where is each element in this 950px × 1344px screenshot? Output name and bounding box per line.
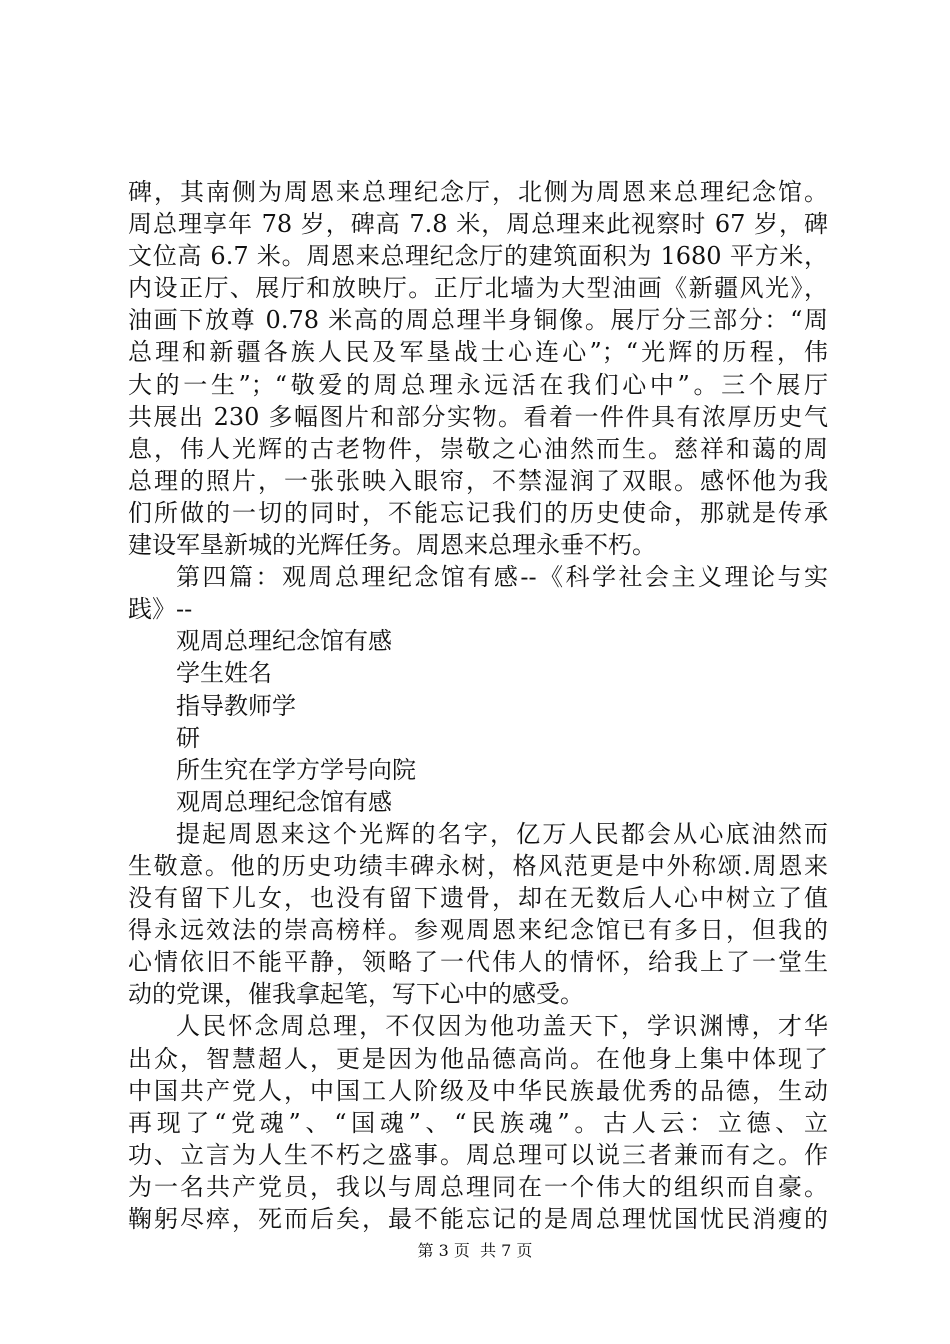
text-line: 得永远效法的崇高榜样。参观周恩来纪念馆已有多日，但我的 [128,916,828,945]
section-heading-continued: 践》-- [128,595,193,624]
student-name-label: 学生姓名 [176,659,272,688]
text-line: 们所做的一切的同时，不能忘记我们的历史使命，那就是传承 [128,498,828,527]
text-line: 总理的照片，一张张映入眼帘，不禁湿润了双眼。感怀他为我 [128,466,828,495]
essay-title-repeat: 观周总理纪念馆有感 [176,787,392,816]
text-line: 周总理享年 78 岁，碑高 7.8 米，周总理来此视察时 67 岁，碑 [128,210,828,239]
text-line: 为一名共产党员，我以与周总理同在一个伟大的组织而自豪。 [128,1172,828,1201]
page-footer: 第 3 页 共 7 页 [417,1241,533,1260]
text-line: 生敬意。他的历史功绩丰碑永树，格风范更是中外称颂.周恩来 [128,851,828,880]
text-line: 动的党课，催我拿起笔，写下心中的感受。 [128,980,584,1009]
text-line: 共展出 230 多幅图片和部分实物。看着一件件具有浓厚历史气 [128,402,828,431]
cover-field-line: 所生究在学方学号向院 [176,755,416,784]
text-line: 提起周恩来这个光辉的名字，亿万人民都会从心底油然而 [176,819,828,848]
document-body [128,176,828,1235]
text-line: 再现了“党魂”、“国魂”、“民族魂”。古人云：立德、立 [128,1108,828,1137]
text-line: 出众，智慧超人，更是因为他品德高尚。在他身上集中体现了 [128,1044,828,1073]
text-line: 人民怀念周总理，不仅因为他功盖天下，学识渊博，才华 [176,1012,828,1041]
text-line: 建设军垦新城的光辉任务。周恩来总理永垂不朽。 [128,531,656,560]
essay-title: 观周总理纪念馆有感 [176,627,392,656]
text-line: 鞠躬尽瘁，死而后矣，最不能忘记的是周总理忧国忧民消瘦的 [128,1205,828,1233]
section-heading: 第四篇：观周总理纪念馆有感--《科学社会主义理论与实 [176,563,828,592]
text-line: 总理和新疆各族人民及军垦战士心连心”；“光辉的历程，伟 [128,338,828,367]
text-line: 内设正厅、展厅和放映厅。正厅北墙为大型油画《新疆风光》， [128,274,828,303]
advisor-label: 指导教师学 [176,691,296,720]
text-line: 息，伟人光辉的古老物件，崇敬之心油然而生。慈祥和蔼的周 [128,434,828,463]
cover-field-line: 研 [176,723,200,752]
text-line: 大的一生”；“敬爱的周总理永远活在我们心中”。三个展厅 [128,370,828,399]
text-line: 文位高 6.7 米。周恩来总理纪念厅的建筑面积为 1680 平方米， [128,242,828,271]
text-line: 功、立言为人生不朽之盛事。周总理可以说三者兼而有之。作 [128,1140,828,1169]
text-line: 没有留下儿女，也没有留下遗骨，却在无数后人心中树立了值 [128,884,828,913]
text-line: 碑，其南侧为周恩来总理纪念厅，北侧为周恩来总理纪念馆。 [128,178,828,206]
text-line: 中国共产党人，中国工人阶级及中华民族最优秀的品德，生动 [128,1076,828,1105]
text-line: 油画下放尊 0.78 米高的周总理半身铜像。展厅分三部分：“周 [128,306,828,335]
text-line: 心情依旧不能平静，领略了一代伟人的情怀，给我上了一堂生 [128,948,828,977]
